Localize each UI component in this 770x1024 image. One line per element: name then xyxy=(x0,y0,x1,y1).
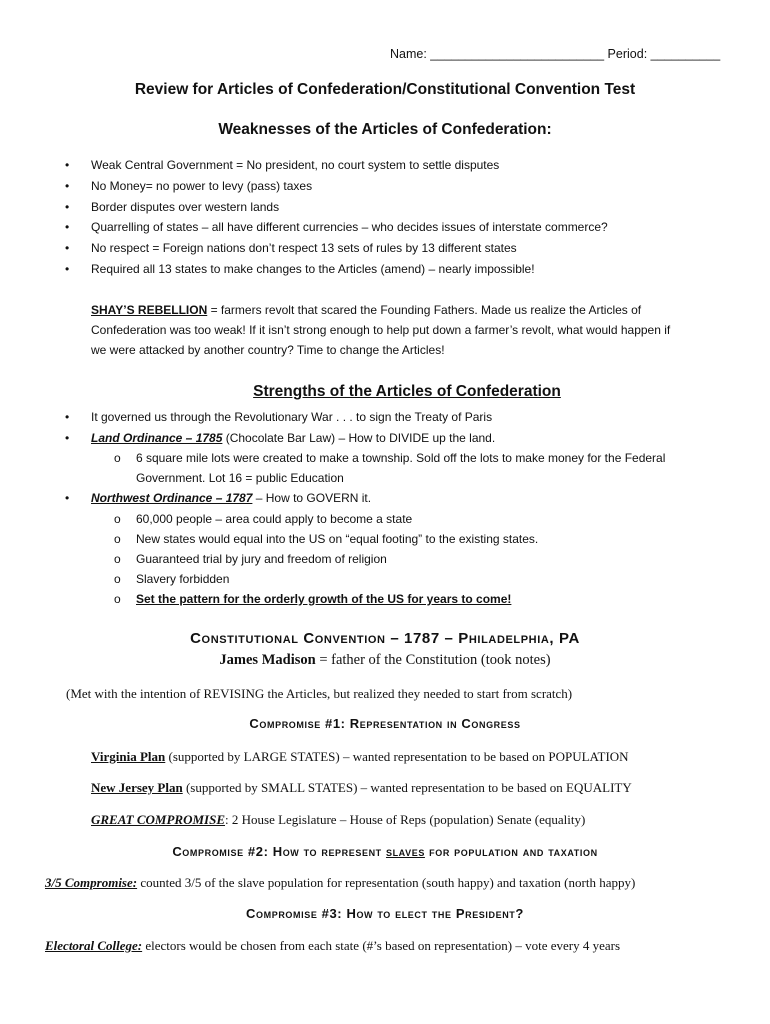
list-item: • Quarrelling of states – all have different currencies – who decides issues of interstate commerce? xyxy=(65,220,608,234)
list-item: o Slavery forbidden xyxy=(114,572,230,586)
list-item: o New states would equal into the US on “equal footing” to the existing states. xyxy=(114,532,539,546)
three-fifths-label: 3/5 Compromise: xyxy=(45,875,138,890)
great-compromise-label: GREAT COMPROMISE xyxy=(91,812,226,827)
list-item: • Northwest Ordinance – 1787 – How to GOVERN it. xyxy=(65,491,372,505)
madison-line: James Madison = father of the Constitution (took notes) xyxy=(219,652,551,668)
northwest-ordinance-label: Northwest Ordinance – 1787 xyxy=(91,491,253,505)
name-period-line: Name: _________________________ Period: __________ xyxy=(390,47,721,61)
list-item: • Weak Central Government = No president, no court system to settle disputes xyxy=(65,158,500,172)
page-title: Review for Articles of Confederation/Constitutional Convention Test xyxy=(134,81,636,98)
weaknesses-heading: Weaknesses of the Articles of Confederation: xyxy=(218,121,552,138)
great-compromise-line: GREAT COMPROMISE: 2 House Legislature – House of Reps (population) Senate (equality) xyxy=(91,812,586,827)
electoral-college-label: Electoral College: xyxy=(45,938,143,953)
strengths-heading: Strengths of the Articles of Confederation xyxy=(253,383,561,400)
electoral-college-line: Electoral College: electors would be chosen from each state (#’s based on representation) – vote every 4 years xyxy=(45,938,621,953)
list-item: • Required all 13 states to make changes to the Articles (amend) – nearly impossible! xyxy=(65,262,535,276)
list-item: • It governed us through the Revolutionary War . . . to sign the Treaty of Paris xyxy=(65,410,493,424)
list-item: • No Money= no power to levy (pass) taxes xyxy=(65,179,313,193)
compromise-1-heading: Compromise #1: Representation in Congress xyxy=(249,716,521,731)
new-jersey-plan-label: New Jersey Plan xyxy=(91,780,183,795)
list-item-continuation: Government. Lot 16 = public Education xyxy=(136,471,344,485)
shays-paragraph: SHAY’S REBELLION = farmers revolt that scared the Founding Fathers. Made us realize the Articles of Confederation was too weak! If it isn’t strong enough to help put down a farmer’s revolt, what would happen if we were attacked by another country? Time to change the Articles! xyxy=(91,303,671,357)
convention-heading: Constitutional Convention – 1787 – Philadelphia, PA xyxy=(190,630,580,647)
list-item: • No respect = Foreign nations don’t respect 13 sets of rules by 13 different states xyxy=(65,241,517,255)
compromise-3-heading: Compromise #3: How to elect the President? xyxy=(246,906,524,921)
virginia-plan-line: Virginia Plan (supported by LARGE STATES) – wanted representation to be based on POPULATION xyxy=(91,749,629,764)
list-item: o 6 square mile lots were created to make a township. Sold off the lots to make money for the Federal xyxy=(114,451,666,465)
shays-label: SHAY’S REBELLION xyxy=(91,303,208,317)
met-line: (Met with the intention of REVISING the Articles, but realized they needed to start from scratch) xyxy=(66,686,573,701)
list-item: • Land Ordinance – 1785 (Chocolate Bar Law) – How to DIVIDE up the land. xyxy=(65,431,496,445)
list-item: o 60,000 people – area could apply to become a state xyxy=(114,512,413,526)
list-item: • Border disputes over western lands xyxy=(65,200,280,214)
land-ordinance-label: Land Ordinance – 1785 xyxy=(91,431,223,445)
virginia-plan-label: Virginia Plan xyxy=(91,749,166,764)
compromise-2-heading: Compromise #2: How to represent slaves for population and taxation xyxy=(172,844,598,859)
three-fifths-line: 3/5 Compromise: counted 3/5 of the slave population for representation (south happy) and taxation (north happy) xyxy=(45,875,636,890)
madison-label: James Madison xyxy=(219,652,316,668)
list-item: o Guaranteed trial by jury and freedom of religion xyxy=(114,552,387,566)
list-item: o Set the pattern for the orderly growth of the US for years to come! xyxy=(114,592,512,606)
new-jersey-plan-line: New Jersey Plan (supported by SMALL STATES) – wanted representation to be based on EQUALITY xyxy=(91,780,632,795)
